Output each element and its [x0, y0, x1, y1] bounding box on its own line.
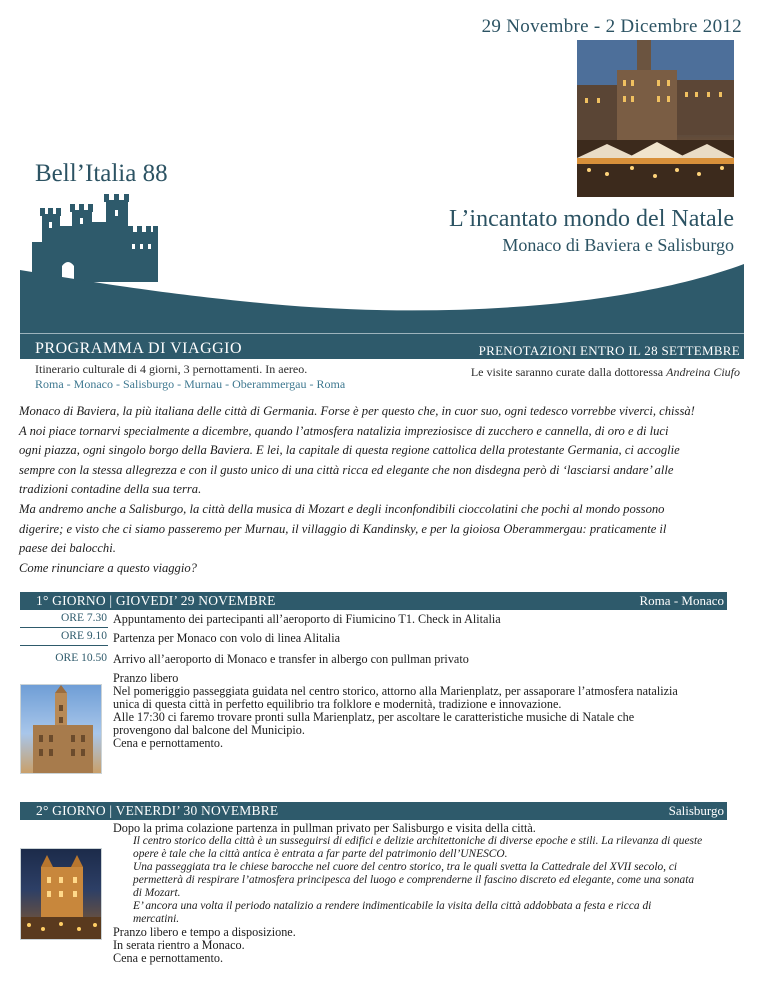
day2-italic-line: Una passeggiata tra le chiese barocche nel cuore del centro storico, tra le quali svetta la Cattedrale del XVII secolo, ci: [133, 861, 678, 873]
program-title: PROGRAMMA DI VIAGGIO: [35, 340, 243, 357]
day1-line: Alle 17:30 ci faremo trovare pronti sulla Marienplatz, per ascoltare le caratteristiche musiche di Natale che: [113, 710, 635, 724]
day1-activity-1: Appuntamento dei partecipanti all’aeroporto di Fiumicino T1. Check in Alitalia: [113, 612, 501, 626]
day2-closing-line: Pranzo libero e tempo a disposizione.: [113, 925, 296, 939]
day1-line: Pranzo libero: [113, 671, 179, 685]
intro-line: Ma andremo anche a Salisburgo, la città della musica di Mozart e degli inconfondibili cioccolatini che pochi al mondo possono: [19, 501, 665, 516]
day2-italic-line: opere è tale che la città antica è entrata a far parte del patrimonio dell’UNESCO.: [133, 848, 508, 860]
day1-time-2: ORE 9.10: [61, 630, 107, 642]
day1-title: 1° GIORNO | GIOVEDI’ 29 NOVEMBRE: [36, 593, 276, 608]
trip-dates: 29 Novembre - 2 Dicembre 2012: [481, 16, 742, 37]
intro-line: ogni piazza, ogni singolo borgo della Baviera. E lei, la capitale di questa regione cattolica della protestante Germania, ci accoglie: [19, 443, 680, 458]
day1-line: provengono dal balcone del Municipio.: [113, 723, 305, 737]
day2-details: [113, 822, 743, 965]
day2-italic-line: mercatini.: [133, 913, 180, 925]
booking-deadline: PRENOTAZIONI ENTRO IL 28 SETTEMBRE: [478, 343, 740, 358]
day2-closing-line: Cena e pernottamento.: [113, 951, 223, 965]
intro-line: Come rinunciare a questo viaggio?: [19, 560, 197, 575]
intro-line: sempre con la stessa allegrezza e con il gusto unico di una città ricca ed elegante che non disdegna però di ‘lasciarsi andare’ alle: [19, 462, 674, 477]
day1-activity-3: Arrivo all’aeroporto di Monaco e transfer in albergo con pullman privato: [113, 652, 469, 666]
day1-route: Roma - Monaco: [639, 593, 724, 608]
intro-line: A noi piace tornarvi specialmente a dicembre, quando l’atmosfera natalizia impreziosisce di zucchero e cannella, di oro e di luci: [19, 423, 669, 438]
decorative-wave: [0, 250, 768, 340]
time-divider: [20, 645, 108, 646]
day1-line: Cena e pernottamento.: [113, 736, 223, 750]
intro-line: paese dei balocchi.: [19, 541, 116, 556]
brand-name: Bell’Italia 88: [35, 160, 168, 187]
day1-line: Nel pomeriggio passeggiata guidata nel centro storico, attorno alla Marienplatz, per assaporare l’atmosfera natalizia: [113, 684, 678, 698]
trip-title: L’incantato mondo del Natale: [448, 206, 734, 232]
itinerary-summary: Itinerario culturale di 4 giorni, 3 pernottamenti. In aereo.: [35, 362, 308, 376]
day2-route: Salisburgo: [668, 803, 724, 818]
trip-subtitle: Monaco di Baviera e Salisburgo: [502, 235, 734, 255]
day2-closing-line: In serata rientro a Monaco.: [113, 938, 245, 952]
day1-time-1: ORE 7.30: [61, 612, 107, 624]
day2-italic-line: Il centro storico della città è un susseguirsi di edifici e delizie architettoniche di diverse epoche e stili. La rilevanza di queste: [133, 835, 703, 847]
intro-text: [19, 402, 751, 578]
day1-time-3: ORE 10.50: [55, 652, 107, 664]
day2-italic-line: E’ ancora una volta il periodo natalizio a rendere indimenticabile la visita della città addobbata a festa e ricca di: [133, 900, 652, 912]
guide-note: Le visite saranno curate dalla dottoressa Andreina Ciufo: [470, 365, 740, 379]
munich-christmas-market-photo: [577, 40, 734, 197]
time-divider: [20, 627, 108, 628]
day2-title: 2° GIORNO | VENERDI’ 30 NOVEMBRE: [36, 803, 279, 818]
intro-line: tradizioni contadine della sua terra.: [19, 482, 202, 497]
intro-line: digerire; e visto che ci siamo passeremo per Murnau, il villaggio di Kandinsky, e per la gioiosa Oberammergau: praticamente il: [19, 521, 667, 536]
day1-activity-2: Partenza per Monaco con volo di linea Alitalia: [113, 631, 341, 645]
day2-italic-line: di Mozart.: [133, 887, 181, 899]
day2-italic-line: permetterà di respirare l’atmosfera principesca del luogo e comprenderne il fascino discreto ed elegante, come una sonata: [133, 874, 695, 886]
itinerary-route: Roma - Monaco - Salisburgo - Murnau - Oberammergau - Roma: [35, 377, 346, 391]
intro-line: Monaco di Baviera, la più italiana delle città di Germania. Forse è per questo che, in cuor suo, ogni tedesco vorrebbe viverci, chissà!: [19, 404, 695, 418]
salzburg-photo: [20, 848, 102, 940]
day1-line: unica di questa città in perfetto equilibrio tra folklore e modernità, tradizione e innovazione.: [113, 697, 562, 711]
day1-details: [113, 672, 733, 750]
marienplatz-photo: [20, 684, 102, 774]
day2-lead: Dopo la prima colazione partenza in pullman privato per Salisburgo e visita della città.: [113, 821, 536, 835]
guide-name: Andreina Ciufo: [666, 365, 740, 379]
